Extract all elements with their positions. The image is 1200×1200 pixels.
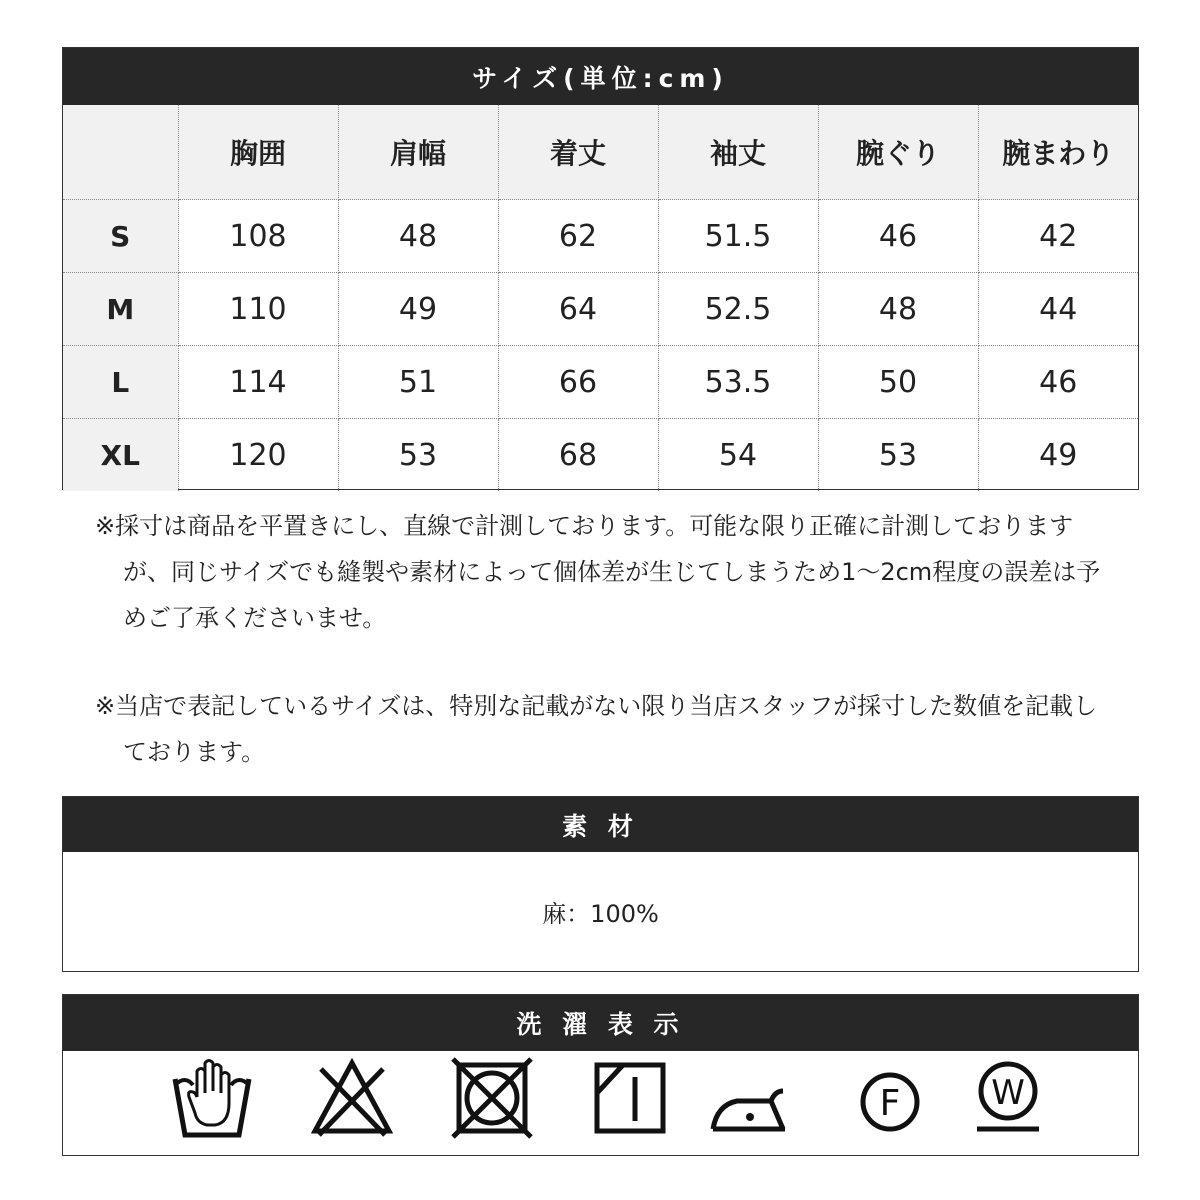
column-header: 袖丈 <box>658 105 818 200</box>
column-header: 腕まわり <box>978 105 1138 200</box>
material-section <box>62 796 1139 972</box>
size-source-note <box>95 683 1115 775</box>
table-cell: 110 <box>178 273 338 346</box>
wet-clean-letter: W <box>991 1073 1025 1113</box>
table-cell: 51.5 <box>658 200 818 273</box>
table-cell: 120 <box>178 419 338 492</box>
size-label: XL <box>63 419 178 492</box>
note-text: ※採寸は商品を平置きにし、直線で計測しております。可能な限り正確に計測しておりますが、同じサイズでも縫製や素材によって個体差が生じてしまうため1〜2cm程度の誤差は予めご了承くださいませ。 <box>95 512 1101 632</box>
table-cell: 114 <box>178 346 338 419</box>
material-value: 麻：100% <box>542 900 659 928</box>
table-cell: 42 <box>978 200 1138 273</box>
hand-wash-icon <box>171 1057 253 1139</box>
table-cell: 53 <box>338 419 498 492</box>
size-label: M <box>63 273 178 346</box>
line-dry-shade-icon <box>589 1057 671 1139</box>
column-header: 着丈 <box>498 105 658 200</box>
table-cell: 50 <box>818 346 978 419</box>
table-cell: 53 <box>818 419 978 492</box>
dry-clean-letter: F <box>879 1083 901 1124</box>
table-row <box>63 273 1138 346</box>
column-header: 胸囲 <box>178 105 338 200</box>
table-cell: 51 <box>338 346 498 419</box>
size-table <box>63 105 1138 491</box>
table-row <box>63 346 1138 419</box>
table-cell: 48 <box>818 273 978 346</box>
table-cell: 108 <box>178 200 338 273</box>
table-cell: 52.5 <box>658 273 818 346</box>
no-bleach-icon <box>311 1057 393 1139</box>
table-cell: 49 <box>338 273 498 346</box>
dry-clean-f-icon <box>849 1057 931 1139</box>
table-cell: 49 <box>1039 437 1078 473</box>
table-cell: 46 <box>978 346 1138 419</box>
note-text: ※当店で表記しているサイズは、特別な記載がない限り当店スタッフが採寸した数値を記載しております。 <box>95 692 1098 766</box>
table-row <box>63 419 1138 492</box>
column-header: 肩幅 <box>338 105 498 200</box>
table-cell: 48 <box>338 200 498 273</box>
washing-icons <box>63 1051 1138 1155</box>
measurement-note <box>95 503 1115 641</box>
washing-title: 洗 濯 表 示 <box>63 995 1138 1051</box>
wet-clean-w-icon <box>967 1057 1049 1139</box>
size-table-section <box>62 47 1139 490</box>
washing-section <box>62 994 1139 1156</box>
corner-cell <box>63 105 178 200</box>
table-row <box>63 200 1138 273</box>
table-cell: 44 <box>978 273 1138 346</box>
table-cell: 53.5 <box>658 346 818 419</box>
table-cell: 64 <box>498 273 658 346</box>
table-cell: 46 <box>818 200 978 273</box>
table-cell: 66 <box>498 346 658 419</box>
size-label: L <box>63 346 178 419</box>
material-title: 素 材 <box>63 797 1138 852</box>
low-iron-icon <box>709 1057 791 1139</box>
table-cell: 62 <box>498 200 658 273</box>
table-cell: 68 <box>498 419 658 492</box>
size-label: S <box>63 200 178 273</box>
table-header-row <box>63 105 1138 200</box>
table-cell: 54 <box>658 419 818 492</box>
column-header: 腕ぐり <box>818 105 978 200</box>
no-tumble-dry-icon <box>451 1057 533 1139</box>
size-table-title: サイズ(単位:cm) <box>63 48 1138 105</box>
